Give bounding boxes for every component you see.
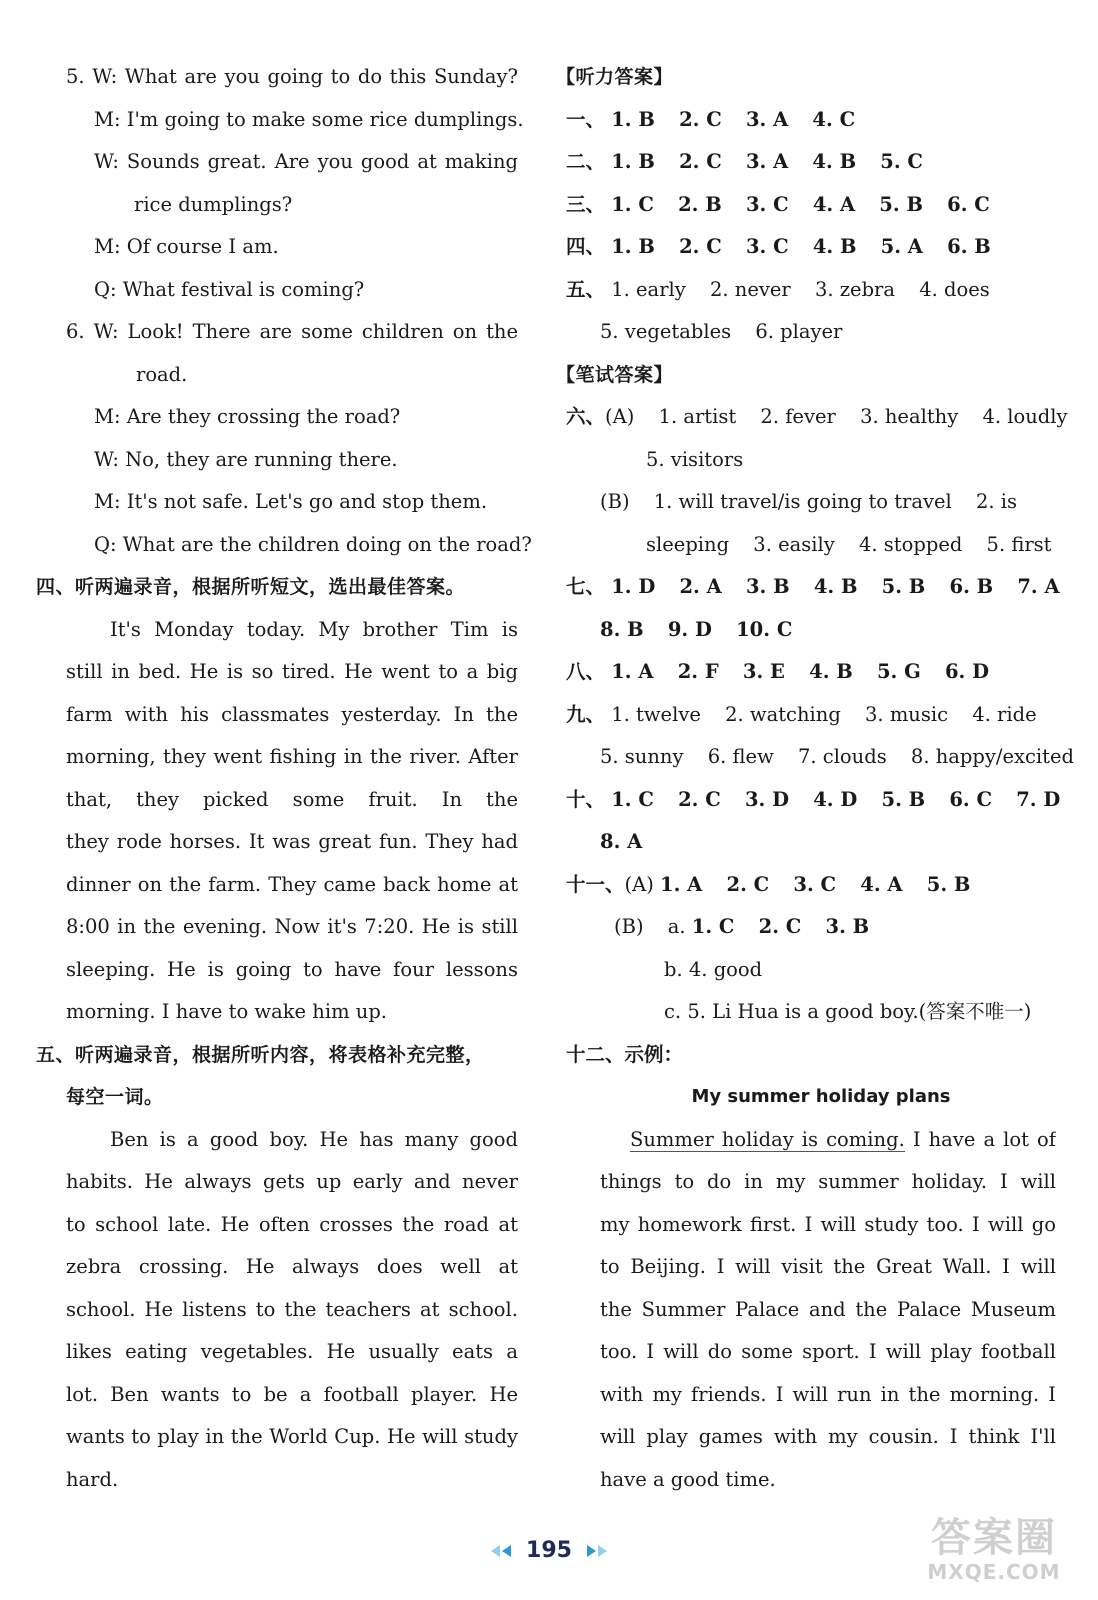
answer-row: (B) 1. will travel/is going to travel 2. is — [600, 490, 1018, 513]
answer-row: 8. B 9. D 10. C — [600, 617, 793, 641]
paragraph-line: morning, they went fishing in the river. After — [66, 745, 518, 768]
answer-row: sleeping 3. easily 4. stopped 5. first — [646, 532, 1052, 556]
essay-line: too. I will do some sport. I will play football — [600, 1340, 1056, 1363]
dialogue-line: M: Of course I am. — [94, 235, 279, 258]
essay-title: My summer holiday plans — [691, 1086, 951, 1107]
answer-row: b. 4. good — [664, 957, 763, 981]
dialogue-line: W: Sounds great. Are you good at making — [94, 150, 518, 173]
answer-row: 5. sunny 6. flew 7. clouds 8. happy/excited — [600, 745, 1075, 768]
section-heading: 四、听两遍录音，根据所听短文，选出最佳答案。 — [36, 576, 466, 598]
dialogue-line: M: Are they crossing the road? — [94, 405, 401, 428]
answer-row: 十二、示例： — [566, 1042, 684, 1066]
paragraph-line: It's Monday today. My brother Tim is — [110, 617, 518, 641]
answer-row: 五、 1. early 2. never 3. zebra 4. does — [566, 277, 990, 301]
page-number: 195 — [526, 1538, 572, 1563]
answer-row: 七、 1. D 2. A 3. B 4. B 5. B 6. B 7. A — [566, 575, 1060, 598]
dialogue-line: road. — [136, 362, 188, 386]
essay-line: have a good time. — [600, 1467, 776, 1491]
paragraph-line: habits. He always gets up early and never — [66, 1170, 518, 1193]
arrow-right-icon — [587, 1545, 596, 1557]
answer-row: 三、 1. C 2. B 3. C 4. A 5. B 6. C — [566, 192, 990, 216]
paragraph-line: still in bed. He is so tired. He went to a big — [66, 660, 518, 683]
section-heading: 五、听两遍录音，根据所听内容，将表格补充完整， — [36, 1043, 485, 1066]
paragraph-line: likes eating vegetables. He usually eats a — [66, 1340, 518, 1363]
right-column — [556, 56, 1075, 1501]
paragraph-line: school. He listens to the teachers at school. — [66, 1297, 518, 1321]
dialogue-line: M: I'm going to make some rice dumplings. — [94, 107, 524, 131]
answer-row: 5. visitors — [646, 447, 744, 471]
essay-line: the Summer Palace and the Palace Museum — [600, 1297, 1056, 1321]
paragraph-line: wants to play in the World Cup. He will study — [66, 1425, 518, 1448]
paragraph-line: dinner on the farm. They came back home at — [66, 872, 518, 896]
essay-line: to Beijing. I will visit the Great Wall. I will — [600, 1255, 1056, 1278]
arrow-right-icon — [598, 1545, 607, 1557]
watermark-logo: 答案圈 MXQE.COM — [927, 1515, 1061, 1584]
paragraph-line: zebra crossing. He always does well at — [66, 1255, 518, 1278]
dialogue-line: rice dumplings? — [134, 192, 293, 216]
answer-row: c. 5. Li Hua is a good boy.(答案不唯一) — [664, 1000, 1032, 1023]
paragraph-line: farm with his classmates yesterday. In the — [66, 702, 518, 726]
answer-row: (B) a. 1. C 2. C 3. B — [614, 915, 870, 938]
answer-row: 一、 1. B 2. C 3. A 4. C — [566, 107, 856, 131]
paragraph-line: Ben is a good boy. He has many good — [110, 1127, 518, 1151]
answer-row: 5. vegetables 6. player — [600, 320, 843, 343]
dialogue-line: 5. W: What are you going to do this Sunday? — [66, 65, 518, 88]
answer-row: 二、 1. B 2. C 3. A 4. B 5. C — [566, 150, 923, 173]
paragraph-line: sleeping. He is going to have four lessons — [66, 957, 518, 981]
dialogue-line: Q: What festival is coming? — [94, 277, 365, 301]
essay-line: will play games with my cousin. I think I'll — [600, 1425, 1056, 1448]
answer-row: 八、 1. A 2. F 3. E 4. B 5. G 6. D — [566, 660, 990, 683]
paragraph-line: lot. Ben wants to be a football player. He — [66, 1382, 518, 1406]
answer-row: 四、 1. B 2. C 3. C 4. B 5. A 6. B — [566, 235, 991, 258]
arrow-left-icon — [491, 1545, 500, 1557]
paragraph-line: hard. — [66, 1467, 119, 1491]
dialogue-line: M: It's not safe. Let's go and stop them. — [94, 490, 488, 513]
dialogue-line: Q: What are the children doing on the road? — [94, 532, 532, 556]
arrow-left-icon — [502, 1545, 511, 1557]
written-answers-heading: 【笔试答案】 — [556, 363, 674, 386]
essay-line: with my friends. I will run in the morning. I — [600, 1382, 1056, 1406]
answer-row: 8. A — [600, 830, 643, 853]
listening-answers-heading: 【听力答案】 — [556, 66, 674, 88]
answer-row: 十一、(A) 1. A 2. C 3. C 4. A 5. B — [566, 872, 971, 896]
dialogue-line: 6. W: Look! There are some children on the — [66, 320, 518, 343]
left-column — [36, 56, 532, 1501]
answer-row: 九、 1. twelve 2. watching 3. music 4. ride — [566, 702, 1037, 726]
essay-line: my homework first. I will study too. I will go — [600, 1212, 1056, 1236]
paragraph-line: to school late. He often crosses the road at — [66, 1212, 518, 1236]
essay-line: things to do in my summer holiday. I will — [600, 1170, 1056, 1193]
answer-row: 十、 1. C 2. C 3. D 4. D 5. B 6. C 7. D — [566, 787, 1061, 811]
paragraph-line: 8:00 in the evening. Now it's 7:20. He is still — [66, 915, 518, 938]
dialogue-line: W: No, they are running there. — [94, 447, 398, 471]
section-heading: 每空一词。 — [66, 1086, 164, 1108]
essay-line: Summer holiday is coming. I have a lot of — [630, 1127, 1056, 1151]
paragraph-line: they rode horses. It was great fun. They had — [66, 830, 518, 853]
paragraph-line: that, they picked some fruit. In the — [66, 787, 518, 811]
paragraph-line: morning. I have to wake him up. — [66, 1000, 387, 1023]
answer-row: 六、(A) 1. artist 2. fever 3. healthy 4. loudly — [566, 405, 1068, 428]
